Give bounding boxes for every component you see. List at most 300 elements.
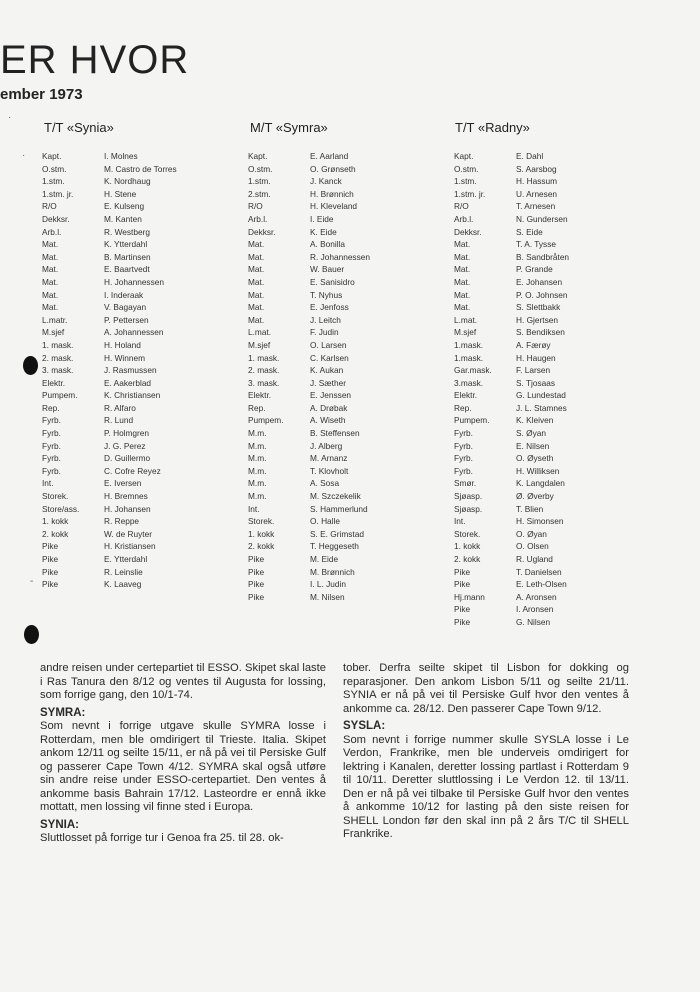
crew-member-name: J. Sæther bbox=[310, 377, 346, 388]
crew-row bbox=[454, 528, 569, 541]
crew-position: Pumpem. bbox=[42, 390, 78, 401]
crew-row bbox=[248, 188, 370, 201]
crew-member-name: H. Bremnes bbox=[104, 491, 148, 502]
crew-position: 2. kokk bbox=[248, 541, 275, 552]
crew-position: Pike bbox=[42, 566, 59, 577]
crew-row bbox=[454, 175, 569, 188]
crew-position: O.stm. bbox=[454, 163, 479, 174]
crew-position: 1. kokk bbox=[248, 528, 275, 539]
crew-position: Pike bbox=[248, 566, 265, 577]
crew-row bbox=[248, 200, 370, 213]
ship-title-radny: T/T «Radny» bbox=[455, 120, 530, 135]
crew-row bbox=[248, 515, 370, 528]
ship-title-synia: T/T «Synia» bbox=[44, 120, 114, 135]
crew-position: 1.stm. jr. bbox=[454, 188, 486, 199]
crew-position: 1.stm. bbox=[454, 176, 477, 187]
crew-row bbox=[454, 591, 569, 604]
crew-member-name: S. Bendiksen bbox=[516, 327, 565, 338]
crew-member-name: R. Leinslie bbox=[104, 566, 143, 577]
crew-row bbox=[248, 364, 370, 377]
crew-row bbox=[454, 226, 569, 239]
crew-position: L.mat. bbox=[454, 314, 478, 325]
crew-row bbox=[454, 452, 569, 465]
crew-row bbox=[454, 553, 569, 566]
crew-row bbox=[248, 326, 370, 339]
crew-row bbox=[248, 213, 370, 226]
punch-hole bbox=[24, 625, 39, 644]
crew-row bbox=[454, 364, 569, 377]
crew-position: M.sjef bbox=[248, 339, 271, 350]
crew-position: Arb.l. bbox=[248, 213, 268, 224]
crew-row bbox=[42, 389, 177, 402]
crew-position: Mat. bbox=[248, 251, 265, 262]
crew-row bbox=[42, 465, 177, 478]
crew-member-name: M. Nilsen bbox=[310, 591, 345, 602]
crew-row bbox=[248, 566, 370, 579]
crew-member-name: I. Eide bbox=[310, 213, 334, 224]
crew-member-name: H. Hassum bbox=[516, 176, 558, 187]
crew-row bbox=[454, 389, 569, 402]
crew-member-name: T. Danielsen bbox=[516, 566, 562, 577]
crew-position: 1. kokk bbox=[454, 541, 481, 552]
crew-member-name: E. Aarland bbox=[310, 151, 349, 161]
crew-position: Kapt. bbox=[248, 151, 268, 161]
article-paragraph: Som nevnt i forrige utgave skulle SYMRA losse i Rotterdam, men ble omdirigert til Trieste. Italia. Skipet ankom 12/11 og seilte 15/11, er nå på vei til Persiske Gulf og passerer Cape Town 4/12. SYMRA skal også utføre sin andre reise under ESSO-certepartiet. Den ventes å ankomme basis Bahrain 17/12. Lasteordre er ennå ikke mottatt, men lossing vil finne sted i Europa. bbox=[40, 720, 326, 813]
crew-position: Smør. bbox=[454, 478, 477, 489]
crew-member-name: A. Johannessen bbox=[104, 327, 164, 338]
crew-position: R/O bbox=[248, 201, 263, 212]
crew-row bbox=[454, 465, 569, 478]
crew-member-name: O. Halle bbox=[310, 516, 340, 527]
crew-row bbox=[42, 452, 177, 465]
crew-position: 1.mask. bbox=[454, 352, 484, 363]
crew-row bbox=[42, 226, 177, 239]
crew-row bbox=[454, 314, 569, 327]
crew-member-name: R. Ugland bbox=[516, 554, 553, 564]
crew-row bbox=[248, 389, 370, 402]
crew-member-name: E. Kulseng bbox=[104, 201, 145, 212]
crew-row bbox=[248, 339, 370, 352]
crew-member-name: A. Drøbak bbox=[310, 402, 348, 413]
crew-member-name: Ø. Øverby bbox=[516, 491, 554, 502]
crew-member-name: R. Alfaro bbox=[104, 402, 136, 413]
crew-position: Rep. bbox=[454, 402, 472, 413]
crew-position: Mat. bbox=[248, 264, 265, 275]
crew-member-name: H. Johansen bbox=[104, 503, 151, 514]
crew-position: Rep. bbox=[248, 402, 266, 413]
crew-member-name: S. Aarsbog bbox=[516, 163, 557, 174]
crew-row bbox=[42, 314, 177, 327]
crew-row bbox=[454, 402, 569, 415]
crew-row bbox=[454, 238, 569, 251]
crew-member-name: T. Arnesen bbox=[516, 201, 556, 212]
crew-member-name: T. Blien bbox=[516, 503, 544, 514]
crew-member-name: G. Lundestad bbox=[516, 390, 566, 401]
crew-row bbox=[42, 427, 177, 440]
crew-member-name: M. Szczekelik bbox=[310, 491, 361, 502]
crew-row bbox=[248, 377, 370, 390]
crew-position: Mat. bbox=[42, 302, 59, 313]
crew-position: Fyrb. bbox=[42, 453, 61, 464]
crew-row bbox=[248, 540, 370, 553]
crew-position: Kapt. bbox=[454, 151, 474, 161]
crew-position: Pike bbox=[248, 554, 265, 564]
crew-member-name: T. Klovholt bbox=[310, 465, 349, 476]
crew-position: Mat. bbox=[454, 239, 471, 250]
crew-list-synia bbox=[42, 150, 177, 591]
crew-row bbox=[454, 603, 569, 616]
crew-position: Elektr. bbox=[248, 390, 272, 401]
crew-member-name: I. Aronsen bbox=[516, 604, 554, 615]
crew-position: Mat. bbox=[42, 251, 59, 262]
crew-position: Mat. bbox=[454, 251, 471, 262]
crew-member-name: A. Wiseth bbox=[310, 415, 346, 426]
crew-position: Mat. bbox=[248, 302, 265, 313]
crew-position: Mat. bbox=[454, 302, 471, 313]
crew-position: 1.stm. bbox=[248, 176, 271, 187]
crew-member-name: E. Dahl bbox=[516, 151, 544, 161]
crew-member-name: M. Brønnich bbox=[310, 566, 355, 577]
crew-member-name: H. Haugen bbox=[516, 352, 556, 363]
crew-position: Fyrb. bbox=[42, 428, 61, 439]
crew-position: Fyrb. bbox=[454, 453, 473, 464]
crew-row bbox=[454, 200, 569, 213]
crew-row bbox=[454, 515, 569, 528]
crew-list-symra bbox=[248, 150, 370, 603]
crew-row bbox=[42, 490, 177, 503]
crew-row bbox=[42, 213, 177, 226]
crew-position: 1.stm. bbox=[42, 176, 65, 187]
crew-member-name: J. G. Perez bbox=[104, 440, 146, 451]
crew-member-name: I. Inderaak bbox=[104, 289, 144, 300]
crew-position: Int. bbox=[248, 503, 260, 514]
crew-position: Mat. bbox=[42, 264, 59, 275]
crew-position: Storek. bbox=[454, 528, 481, 539]
crew-member-name: K. Eide bbox=[310, 226, 337, 237]
crew-position: Pike bbox=[248, 591, 265, 602]
crew-member-name: S. Hammerlund bbox=[310, 503, 368, 514]
crew-row bbox=[248, 427, 370, 440]
section-heading: SYMRA: bbox=[40, 706, 86, 719]
crew-row bbox=[42, 503, 177, 516]
crew-row bbox=[454, 276, 569, 289]
crew-row bbox=[248, 477, 370, 490]
crew-position: M.m. bbox=[248, 491, 267, 502]
crew-position: M.m. bbox=[248, 440, 267, 451]
crew-position: Fyrb. bbox=[454, 465, 473, 476]
crew-position: O.stm. bbox=[248, 163, 273, 174]
crew-member-name: J. Alberg bbox=[310, 440, 343, 451]
crew-position: 1. mask. bbox=[42, 339, 74, 350]
crew-member-name: I. Molnes bbox=[104, 151, 138, 161]
crew-member-name: M. Eide bbox=[310, 554, 339, 564]
crew-row bbox=[42, 301, 177, 314]
crew-row bbox=[42, 364, 177, 377]
crew-position: Dekksr. bbox=[454, 226, 482, 237]
crew-row bbox=[248, 402, 370, 415]
crew-row bbox=[248, 163, 370, 176]
article-right-column bbox=[343, 662, 629, 846]
crew-member-name: S. Øyan bbox=[516, 428, 546, 439]
crew-row bbox=[454, 578, 569, 591]
crew-position: Int. bbox=[42, 478, 54, 489]
crew-row bbox=[42, 326, 177, 339]
crew-row bbox=[42, 578, 177, 591]
crew-row bbox=[248, 352, 370, 365]
crew-row bbox=[454, 150, 569, 163]
crew-position: 3. mask. bbox=[42, 365, 74, 376]
crew-position: M.m. bbox=[248, 428, 267, 439]
crew-member-name: P. Holmgren bbox=[104, 428, 150, 439]
crew-member-name: J. Leitch bbox=[310, 314, 341, 325]
crew-position: Elektr. bbox=[42, 377, 66, 388]
crew-member-name: B. Martinsen bbox=[104, 251, 151, 262]
crew-row bbox=[248, 226, 370, 239]
crew-row bbox=[454, 339, 569, 352]
crew-member-name: K. Christiansen bbox=[104, 390, 161, 401]
crew-member-name: O. Øyan bbox=[516, 528, 547, 539]
crew-row bbox=[248, 465, 370, 478]
crew-row bbox=[248, 414, 370, 427]
crew-row bbox=[42, 263, 177, 276]
crew-row bbox=[248, 238, 370, 251]
crew-member-name: G. Nilsen bbox=[516, 616, 551, 627]
crew-position: 2. kokk bbox=[42, 528, 69, 539]
crew-position: Storek. bbox=[248, 516, 275, 527]
crew-row bbox=[248, 440, 370, 453]
crew-row bbox=[248, 503, 370, 516]
crew-member-name: M. Kanten bbox=[104, 213, 142, 224]
crew-member-name: K. Kleiven bbox=[516, 415, 554, 426]
crew-member-name: H. Gjertsen bbox=[516, 314, 558, 325]
article-paragraph: andre reisen under certepartiet til ESSO. Skipet skal laste i Ras Tanura den 8/12 og ventes til Augusta for lossing, som forrige gang, den 10/1-74. bbox=[40, 662, 326, 701]
crew-row bbox=[42, 163, 177, 176]
crew-member-name: E. Jenfoss bbox=[310, 302, 349, 313]
crew-row bbox=[454, 251, 569, 264]
crew-member-name: K. Langdalen bbox=[516, 478, 565, 489]
crew-member-name: T. A. Tysse bbox=[516, 239, 556, 250]
crew-member-name: E. Sanisidro bbox=[310, 276, 355, 287]
punch-hole bbox=[23, 356, 38, 375]
crew-member-name: E. Johansen bbox=[516, 276, 563, 287]
crew-member-name: H. Kristiansen bbox=[104, 541, 156, 552]
crew-row bbox=[248, 276, 370, 289]
crew-position: 1.stm. jr. bbox=[42, 188, 74, 199]
crew-position: Rep. bbox=[42, 402, 60, 413]
crew-row bbox=[42, 251, 177, 264]
margin-mark: · bbox=[8, 112, 12, 123]
crew-row bbox=[248, 490, 370, 503]
crew-member-name: E. Jenssen bbox=[310, 390, 352, 401]
crew-member-name: K. Aukan bbox=[310, 365, 344, 376]
crew-row bbox=[248, 150, 370, 163]
crew-member-name: W. Bauer bbox=[310, 264, 345, 275]
crew-row bbox=[42, 276, 177, 289]
crew-member-name: A. Færøy bbox=[516, 339, 551, 350]
crew-row bbox=[454, 263, 569, 276]
crew-member-name: P. Pettersen bbox=[104, 314, 149, 325]
crew-member-name: E. Baartvedt bbox=[104, 264, 150, 275]
crew-row bbox=[454, 414, 569, 427]
crew-member-name: H. Stene bbox=[104, 188, 137, 199]
crew-member-name: H. Williksen bbox=[516, 465, 560, 476]
page-heading: ER HVOR bbox=[0, 38, 190, 82]
crew-member-name: V. Bagayan bbox=[104, 302, 147, 313]
crew-row bbox=[248, 175, 370, 188]
crew-member-name: E. Aakerblad bbox=[104, 377, 152, 388]
crew-member-name: J. Rasmussen bbox=[104, 365, 157, 376]
crew-position: Mat. bbox=[248, 314, 265, 325]
crew-position: Pike bbox=[454, 604, 471, 615]
crew-position: 3.mask. bbox=[454, 377, 484, 388]
crew-member-name: H. Johannessen bbox=[104, 276, 164, 287]
crew-row bbox=[42, 414, 177, 427]
crew-row bbox=[42, 188, 177, 201]
crew-row bbox=[42, 553, 177, 566]
crew-position: R/O bbox=[42, 201, 57, 212]
crew-row bbox=[42, 150, 177, 163]
crew-row bbox=[248, 289, 370, 302]
crew-position: Kapt. bbox=[42, 151, 62, 161]
crew-row bbox=[454, 326, 569, 339]
crew-row bbox=[42, 402, 177, 415]
crew-row bbox=[42, 175, 177, 188]
crew-member-name: T. Nyhus bbox=[310, 289, 343, 300]
crew-position: Arb.l. bbox=[42, 226, 62, 237]
crew-position: Int. bbox=[454, 516, 466, 527]
crew-position: 1. kokk bbox=[42, 516, 69, 527]
crew-member-name: F. Larsen bbox=[516, 365, 551, 376]
article-paragraph: Som nevnt i forrige nummer skulle SYSLA losse i Le Verdon, Frankrike, men ble underveis omdirigert for lektring i Kanalen, deretter lossing partlast i Rotterdam 9 til 10/11. Deretter sluttlossing i Le Verdon 12. til 13/11. Den er nå på vei tilbake til Persiske Gulf hvor den ventes å ankomme 10/12 for lasting på den siste reisen for SHELL London før den skal inn på 2 års T/C til SHELL Frankrike. bbox=[343, 733, 629, 840]
crew-member-name: O. Grønseth bbox=[310, 163, 356, 174]
crew-member-name: A. Sosa bbox=[310, 478, 340, 489]
crew-row bbox=[454, 477, 569, 490]
crew-member-name: S. E. Grimstad bbox=[310, 528, 364, 539]
crew-position: Pumpem. bbox=[248, 415, 284, 426]
article-paragraph: tober. Derfra seilte skipet til Lisbon for dokking og reparasjoner. Den ankom Lisbon 5/11 og seilte 21/11. SYNIA er nå på vei til Persiske Gulf hvor den ventes å ankomme ca. 28/12. Den passerer Cape Town 9/12. bbox=[343, 662, 629, 715]
crew-position: M.m. bbox=[248, 478, 267, 489]
crew-position: Mat. bbox=[248, 276, 265, 287]
crew-position: Mat. bbox=[42, 289, 59, 300]
ship-title-symra: M/T «Symra» bbox=[250, 120, 328, 135]
crew-row bbox=[42, 289, 177, 302]
crew-member-name: P. Grande bbox=[516, 264, 553, 275]
crew-member-name: D. Guillermo bbox=[104, 453, 151, 464]
crew-row bbox=[454, 213, 569, 226]
crew-row bbox=[454, 377, 569, 390]
crew-position: 1. mask. bbox=[248, 352, 280, 363]
crew-position: Storek. bbox=[42, 491, 69, 502]
crew-position: Pike bbox=[42, 579, 59, 590]
crew-member-name: R. Westberg bbox=[104, 226, 150, 237]
crew-member-name: B. Steffensen bbox=[310, 428, 360, 439]
crew-row bbox=[42, 238, 177, 251]
crew-member-name: C. Karlsen bbox=[310, 352, 349, 363]
crew-position: Hj.mann bbox=[454, 591, 485, 602]
crew-position: Arb.l. bbox=[454, 213, 474, 224]
crew-member-name: U. Arnesen bbox=[516, 188, 558, 199]
crew-position: Mat. bbox=[248, 289, 265, 300]
crew-member-name: K. Laaveg bbox=[104, 579, 142, 590]
crew-position: 2.stm. bbox=[248, 188, 271, 199]
crew-row bbox=[454, 616, 569, 629]
crew-row bbox=[248, 251, 370, 264]
crew-member-name: O. Larsen bbox=[310, 339, 347, 350]
crew-member-name: A. Aronsen bbox=[516, 591, 557, 602]
page-subheading: ember 1973 bbox=[0, 86, 83, 103]
crew-row bbox=[42, 528, 177, 541]
crew-member-name: S. Tjosaas bbox=[516, 377, 556, 388]
crew-position: Sjøasp. bbox=[454, 503, 483, 514]
crew-member-name: O. Øyseth bbox=[516, 453, 554, 464]
crew-position: M.m. bbox=[248, 465, 267, 476]
crew-position: Dekksr. bbox=[42, 213, 70, 224]
crew-member-name: R. Lund bbox=[104, 415, 134, 426]
crew-position: Fyrb. bbox=[42, 465, 61, 476]
crew-position: L.matr. bbox=[42, 314, 68, 325]
crew-position: Pike bbox=[42, 541, 59, 552]
section-heading: SYNIA: bbox=[40, 818, 79, 831]
crew-member-name: P. O. Johnsen bbox=[516, 289, 568, 300]
crew-position: Pike bbox=[454, 616, 471, 627]
crew-position: Gar.mask. bbox=[454, 365, 492, 376]
crew-member-name: H. Brønnich bbox=[310, 188, 354, 199]
article-paragraph: Sluttlosset på forrige tur i Genoa fra 25. til 28. ok- bbox=[40, 832, 284, 844]
crew-position: Fyrb. bbox=[454, 440, 473, 451]
crew-position: Fyrb. bbox=[454, 428, 473, 439]
crew-position: Store/ass. bbox=[42, 503, 80, 514]
crew-position: 2. mask. bbox=[248, 365, 280, 376]
margin-mark: - bbox=[30, 576, 34, 587]
crew-member-name: M. Arnanz bbox=[310, 453, 348, 464]
crew-row bbox=[454, 427, 569, 440]
crew-position: Mat. bbox=[42, 239, 59, 250]
crew-row bbox=[454, 540, 569, 553]
crew-member-name: F. Judin bbox=[310, 327, 339, 338]
crew-position: Pike bbox=[42, 554, 59, 564]
crew-row bbox=[248, 263, 370, 276]
section-heading: SYSLA: bbox=[343, 720, 386, 732]
crew-position: L.mat. bbox=[248, 327, 272, 338]
crew-row bbox=[248, 578, 370, 591]
crew-row bbox=[454, 188, 569, 201]
crew-position: R/O bbox=[454, 201, 469, 212]
crew-row bbox=[42, 566, 177, 579]
crew-row bbox=[42, 440, 177, 453]
crew-row bbox=[42, 540, 177, 553]
crew-member-name: K. Ytterdahl bbox=[104, 239, 148, 250]
crew-row bbox=[248, 553, 370, 566]
crew-row bbox=[454, 440, 569, 453]
crew-member-name: H. Simonsen bbox=[516, 516, 564, 527]
crew-member-name: I. L. Judin bbox=[310, 579, 346, 590]
crew-position: M.sjef bbox=[454, 327, 477, 338]
crew-member-name: S. Slettbakk bbox=[516, 302, 561, 313]
crew-position: Mat. bbox=[454, 289, 471, 300]
crew-member-name: W. de Ruyter bbox=[104, 528, 152, 539]
crew-position: Mat. bbox=[42, 276, 59, 287]
crew-member-name: S. Eide bbox=[516, 226, 543, 237]
crew-row bbox=[454, 503, 569, 516]
crew-row bbox=[248, 314, 370, 327]
crew-position: Pike bbox=[454, 579, 471, 590]
crew-row bbox=[248, 452, 370, 465]
crew-position: M.sjef bbox=[42, 327, 65, 338]
margin-mark: · bbox=[22, 150, 26, 161]
crew-position: Mat. bbox=[248, 239, 265, 250]
crew-position: Sjøasp. bbox=[454, 491, 483, 502]
crew-position: Dekksr. bbox=[248, 226, 276, 237]
